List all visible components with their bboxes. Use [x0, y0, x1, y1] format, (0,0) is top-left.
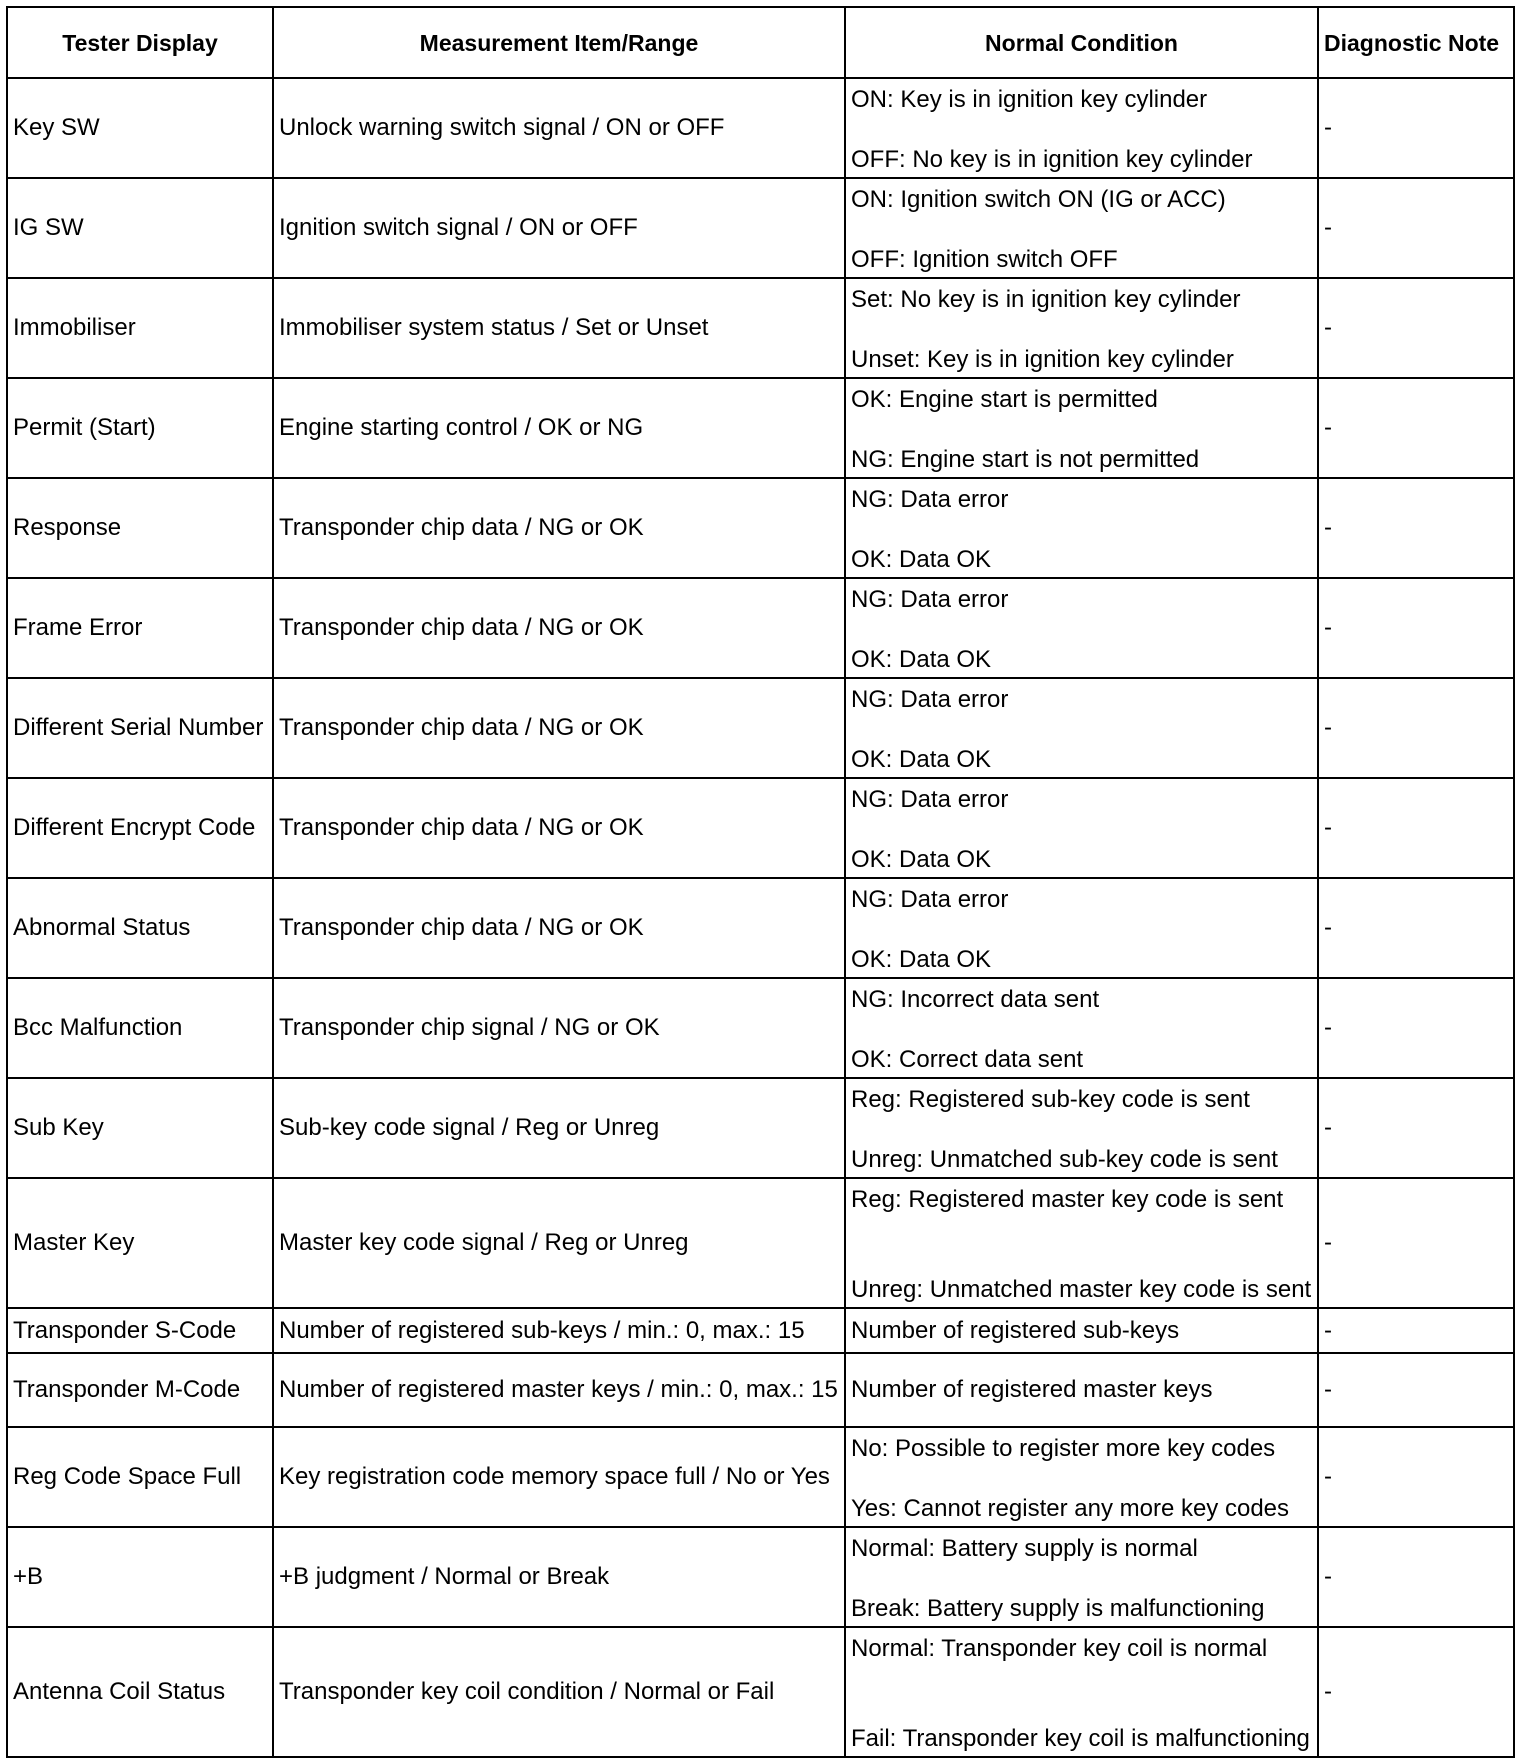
cell-measurement: Transponder chip data / NG or OK: [273, 878, 845, 978]
cell-normal-condition: [845, 1527, 1318, 1627]
condition-line: Normal: Transponder key coil is normal: [851, 1635, 1268, 1662]
condition-list: [846, 479, 1317, 577]
condition-line: NG: Data error: [851, 786, 1009, 813]
cell-diagnostic-note: -: [1318, 378, 1514, 478]
condition-line: OK: Data OK: [851, 546, 992, 573]
table-row: [7, 478, 1514, 578]
table-row: [7, 278, 1514, 378]
header-measurement: Measurement Item/Range: [273, 7, 845, 78]
cell-tester-display: Key SW: [7, 78, 273, 178]
table-row: [7, 378, 1514, 478]
condition-line: Yes: Cannot register any more key codes: [851, 1495, 1290, 1522]
cell-tester-display: Response: [7, 478, 273, 578]
cell-diagnostic-note: -: [1318, 778, 1514, 878]
condition-list: [846, 1528, 1317, 1626]
cell-measurement: Transponder chip signal / NG or OK: [273, 978, 845, 1078]
cell-measurement: Number of registered sub-keys / min.: 0, max.: 15: [273, 1308, 845, 1353]
cell-tester-display: Transponder M-Code: [7, 1353, 273, 1427]
condition-line: NG: Data error: [851, 486, 1009, 513]
condition-line: No: Possible to register more key codes: [851, 1435, 1276, 1462]
condition-line: OK: Data OK: [851, 846, 992, 873]
cell-normal-condition: [845, 178, 1318, 278]
cell-measurement: Ignition switch signal / ON or OFF: [273, 178, 845, 278]
condition-list: [846, 979, 1317, 1077]
cell-measurement: Number of registered master keys / min.: 0, max.: 15: [273, 1353, 845, 1427]
table-row: [7, 878, 1514, 978]
header-row: [7, 7, 1514, 78]
cell-normal-condition: [845, 778, 1318, 878]
condition-line: ON: Key is in ignition key cylinder: [851, 86, 1208, 113]
table-row: [7, 1427, 1514, 1527]
condition-list: [846, 1354, 1317, 1426]
condition-line: OFF: Ignition switch OFF: [851, 246, 1118, 273]
cell-normal-condition: [845, 678, 1318, 778]
cell-normal-condition: [845, 1078, 1318, 1178]
cell-normal-condition: [845, 578, 1318, 678]
cell-diagnostic-note: -: [1318, 1527, 1514, 1627]
cell-normal-condition: [845, 878, 1318, 978]
condition-line: ON: Ignition switch ON (IG or ACC): [851, 186, 1226, 213]
cell-normal-condition: [845, 1308, 1318, 1353]
table-row: [7, 578, 1514, 678]
cell-measurement: Transponder chip data / NG or OK: [273, 678, 845, 778]
condition-line: NG: Data error: [851, 586, 1009, 613]
cell-normal-condition: [845, 978, 1318, 1078]
cell-diagnostic-note: -: [1318, 978, 1514, 1078]
table-row: [7, 778, 1514, 878]
condition-line: OK: Correct data sent: [851, 1046, 1084, 1073]
cell-tester-display: Permit (Start): [7, 378, 273, 478]
cell-measurement: Transponder key coil condition / Normal or Fail: [273, 1627, 845, 1757]
cell-tester-display: Bcc Malfunction: [7, 978, 273, 1078]
cell-tester-display: Different Encrypt Code: [7, 778, 273, 878]
cell-diagnostic-note: -: [1318, 578, 1514, 678]
cell-tester-display: IG SW: [7, 178, 273, 278]
condition-list: [846, 779, 1317, 877]
condition-list: [846, 279, 1317, 377]
cell-normal-condition: [845, 278, 1318, 378]
data-list-table: [6, 6, 1515, 1758]
cell-measurement: Engine starting control / OK or NG: [273, 378, 845, 478]
cell-diagnostic-note: -: [1318, 1078, 1514, 1178]
condition-line: NG: Incorrect data sent: [851, 986, 1100, 1013]
cell-measurement: Transponder chip data / NG or OK: [273, 478, 845, 578]
cell-measurement: Key registration code memory space full / No or Yes: [273, 1427, 845, 1527]
cell-normal-condition: [845, 1353, 1318, 1427]
cell-normal-condition: [845, 78, 1318, 178]
cell-tester-display: Antenna Coil Status: [7, 1627, 273, 1757]
cell-diagnostic-note: -: [1318, 1627, 1514, 1757]
cell-tester-display: Abnormal Status: [7, 878, 273, 978]
condition-line: Reg: Registered master key code is sent: [851, 1186, 1284, 1213]
cell-measurement: +B judgment / Normal or Break: [273, 1527, 845, 1627]
condition-list: [846, 879, 1317, 977]
cell-normal-condition: [845, 1627, 1318, 1757]
condition-line: NG: Data error: [851, 686, 1009, 713]
condition-list: [846, 79, 1317, 177]
condition-list: [846, 379, 1317, 477]
cell-diagnostic-note: -: [1318, 278, 1514, 378]
cell-diagnostic-note: -: [1318, 1353, 1514, 1427]
condition-list: [846, 679, 1317, 777]
cell-tester-display: Master Key: [7, 1178, 273, 1308]
condition-line: NG: Data error: [851, 886, 1009, 913]
table-body: [7, 78, 1514, 1757]
cell-tester-display: Sub Key: [7, 1078, 273, 1178]
table-row: [7, 178, 1514, 278]
cell-tester-display: Frame Error: [7, 578, 273, 678]
condition-list: [846, 579, 1317, 677]
table-row: [7, 678, 1514, 778]
condition-line: OK: Data OK: [851, 746, 992, 773]
condition-line: OK: Data OK: [851, 946, 992, 973]
cell-normal-condition: [845, 1427, 1318, 1527]
cell-tester-display: Immobiliser: [7, 278, 273, 378]
condition-line: Number of registered master keys: [851, 1376, 1213, 1403]
condition-line: OFF: No key is in ignition key cylinder: [851, 146, 1253, 173]
condition-line: NG: Engine start is not permitted: [851, 446, 1200, 473]
cell-diagnostic-note: -: [1318, 1178, 1514, 1308]
condition-line: OK: Engine start is permitted: [851, 386, 1158, 413]
table-row: [7, 1178, 1514, 1308]
condition-list: [846, 1079, 1317, 1177]
condition-line: Unreg: Unmatched sub-key code is sent: [851, 1146, 1278, 1173]
cell-diagnostic-note: -: [1318, 178, 1514, 278]
table-row: [7, 978, 1514, 1078]
cell-tester-display: +B: [7, 1527, 273, 1627]
header-diagnostic-note: Diagnostic Note: [1318, 7, 1514, 78]
condition-line: Reg: Registered sub-key code is sent: [851, 1086, 1250, 1113]
cell-measurement: Transponder chip data / NG or OK: [273, 778, 845, 878]
header-tester-display: Tester Display: [7, 7, 273, 78]
cell-measurement: Master key code signal / Reg or Unreg: [273, 1178, 845, 1308]
cell-measurement: Sub-key code signal / Reg or Unreg: [273, 1078, 845, 1178]
cell-diagnostic-note: -: [1318, 878, 1514, 978]
cell-measurement: Immobiliser system status / Set or Unset: [273, 278, 845, 378]
table-row: [7, 78, 1514, 178]
cell-normal-condition: [845, 478, 1318, 578]
table-row: [7, 1353, 1514, 1427]
condition-list: [846, 1309, 1317, 1352]
cell-diagnostic-note: -: [1318, 678, 1514, 778]
condition-line: Number of registered sub-keys: [851, 1316, 1180, 1344]
condition-list: [846, 1628, 1317, 1756]
condition-line: Fail: Transponder key coil is malfunctioning: [851, 1725, 1310, 1752]
condition-line: Set: No key is in ignition key cylinder: [851, 286, 1241, 313]
header-normal-condition: Normal Condition: [845, 7, 1318, 78]
cell-diagnostic-note: -: [1318, 478, 1514, 578]
condition-list: [846, 1428, 1317, 1526]
cell-normal-condition: [845, 378, 1318, 478]
table-row: [7, 1308, 1514, 1353]
table-row: [7, 1527, 1514, 1627]
cell-measurement: Unlock warning switch signal / ON or OFF: [273, 78, 845, 178]
cell-tester-display: Reg Code Space Full: [7, 1427, 273, 1527]
cell-tester-display: Transponder S-Code: [7, 1308, 273, 1353]
condition-line: Normal: Battery supply is normal: [851, 1535, 1198, 1562]
condition-list: [846, 1179, 1317, 1307]
condition-line: Unreg: Unmatched master key code is sent: [851, 1276, 1312, 1303]
cell-measurement: Transponder chip data / NG or OK: [273, 578, 845, 678]
cell-diagnostic-note: -: [1318, 1308, 1514, 1353]
table-row: [7, 1078, 1514, 1178]
condition-list: [846, 179, 1317, 277]
condition-line: Unset: Key is in ignition key cylinder: [851, 346, 1234, 373]
condition-line: Break: Battery supply is malfunctioning: [851, 1595, 1265, 1622]
table-row: [7, 1627, 1514, 1757]
cell-normal-condition: [845, 1178, 1318, 1308]
cell-tester-display: Different Serial Number: [7, 678, 273, 778]
cell-diagnostic-note: -: [1318, 78, 1514, 178]
cell-diagnostic-note: -: [1318, 1427, 1514, 1527]
condition-line: OK: Data OK: [851, 646, 992, 673]
